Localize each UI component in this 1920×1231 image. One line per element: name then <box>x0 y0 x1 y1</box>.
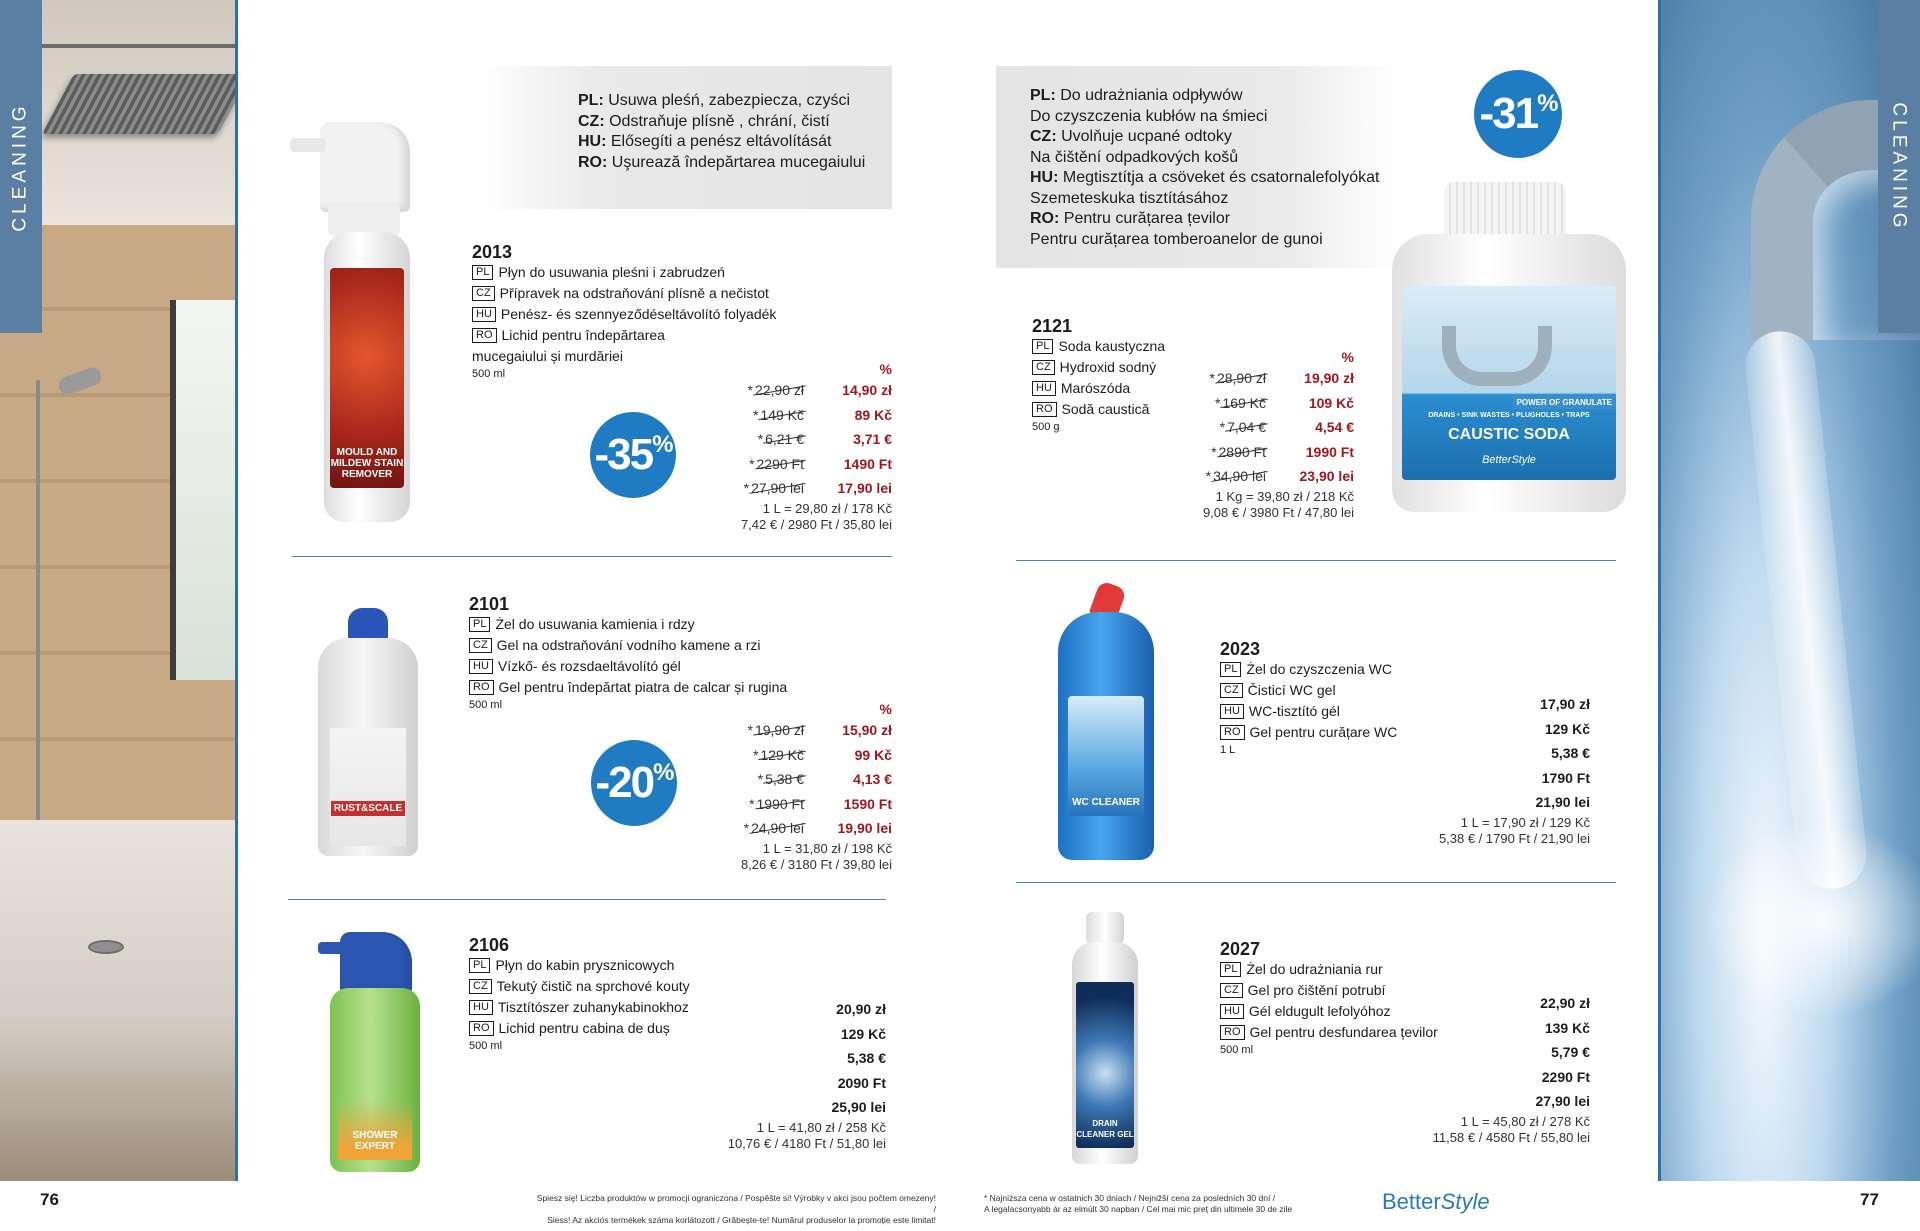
footnote-left: Spiesz się! Liczba produktów w promocji ograniczona / Pospěšte si! Výrobky v akci jsou počtem omezeny! / Siess! Az akciós termékek száma korlátozott / Grăbește-te! Numărul produselor la promoție este limitat! <box>536 1193 936 1225</box>
divider <box>1016 882 1616 883</box>
bottle-cap <box>1086 912 1124 944</box>
bottle-body <box>324 232 410 522</box>
product-size: 500 ml <box>1220 1044 1254 1056</box>
product-size: 500 ml <box>469 1040 503 1052</box>
unit-price-1: 1 L = 41,80 zł / 258 Kč <box>756 1119 886 1135</box>
unit-price-2: 8,26 € / 3180 Ft / 39,80 lei <box>740 856 892 872</box>
product-descriptions: PL Żel do usuwania kamienia i rdzy CZ Gel na odstraňování vodního kamene a rzi HU Vízkő- és rozsdaeltávolító gél RO Gel pentru îndepărtat piatra de calcar și rugina <box>469 614 889 698</box>
info-line: Pentru curățarea tomberoanelor de gunoi <box>1030 230 1323 248</box>
product-descriptions: PL Żel do czyszczenia WC CZ Čisticí WC gel HU WC-tisztító gél RO Gel pentru curățare WC <box>1220 659 1480 743</box>
product-descriptions: PL Żel do udrażniania rur CZ Gel pro čištění potrubí HU Gél eldugult lefolyóhoz RO Gel pentru desfundarea țevilor <box>1220 959 1480 1043</box>
info-line: Szemeteskuka tisztításához <box>1030 189 1229 207</box>
unit-price-1: 1 L = 17,90 zł / 129 Kč <box>1460 814 1590 830</box>
rain-showerhead <box>42 74 238 134</box>
shower-window <box>170 300 238 680</box>
info-line-pl: PL: Usuwa pleśń, zabezpiecza, czyści <box>578 92 851 109</box>
product-2023-prices: 17,90 zł 129 Kč 5,38 € 1790 Ft 21,90 lei 1 L = 17,90 zł / 129 Kč 5,38 € / 1790 Ft / 21,90 lei <box>1400 692 1590 847</box>
bottle-body <box>1058 612 1154 860</box>
shower-floor <box>0 820 238 1181</box>
product-label: SHOWER EXPERT <box>338 1100 412 1160</box>
info-line: RO: Pentru curățarea țevilor <box>1030 210 1231 227</box>
product-code: 2121 <box>1032 316 1073 336</box>
unit-price-2: 5,38 € / 1790 Ft / 21,90 lei <box>1438 830 1590 846</box>
spray-trigger <box>320 122 410 212</box>
page-number-left: 76 <box>40 1190 59 1209</box>
bottle-body <box>330 988 420 1172</box>
divider <box>292 556 892 557</box>
section-tab-right-label: CLEANING <box>1889 101 1911 232</box>
page-number-right: 77 <box>1860 1190 1879 1209</box>
product-size: 500 ml <box>472 368 506 380</box>
product-code: 2027 <box>1220 939 1261 959</box>
brand-logo: BetterStyle <box>1382 1189 1490 1214</box>
bottle-body <box>318 638 418 856</box>
info-line: Na čištění odpadkových košů <box>1030 148 1239 166</box>
info-line-hu: HU: Elősegíti a penész eltávolítását <box>578 133 832 150</box>
product-2013-info-box <box>478 66 892 209</box>
discount-badge-2013: -35 % <box>590 412 676 498</box>
water-splash <box>1701 820 1920 1020</box>
product-descriptions: PL Płyn do kabin prysznicowych CZ Tekutý čistič na sprchové kouty HU Tisztítószer zuhanykabinokhoz RO Lichid pentru cabina de duș <box>469 955 889 1039</box>
product-2121-prices: % * 28,90 zł 19,90 zł * 169 Kč 109 Kč * 7,04 € 4,54 € * 2890 Ft 1990 Ft * 34,90 lei 23,90 lei 1 Kg = 39,80 zł / 218 Kč 9,08 € / 3980 Ft / 47,80 lei <box>1162 348 1354 521</box>
product-2101-details <box>469 594 889 712</box>
product-label: WC CLEANER <box>1068 696 1144 816</box>
bottle-cap <box>348 608 388 642</box>
unit-price-2: 9,08 € / 3980 Ft / 47,80 lei <box>1202 504 1354 520</box>
spray-nozzle <box>318 942 348 954</box>
product-descriptions: PL Soda kaustyczna CZ Hydroxid sodný HU Marószóda RO Sodă caustică <box>1032 336 1292 420</box>
product-2101-prices: % * 19,90 zł 15,90 zł * 129 Kč 99 Kč * 5,38 € 4,13 € * 1990 Ft 1590 Ft * 24,90 lei 19,90 lei 1 L = 31,80 zł / 198 Kč 8,26 € / 3180 Ft / 39,80 lei <box>700 700 892 873</box>
product-label: RUST&SCALE <box>330 728 406 846</box>
section-tab-right <box>1878 0 1920 333</box>
product-2027-image <box>1072 912 1138 1164</box>
product-2106-image <box>318 932 428 1172</box>
section-tab-left <box>0 0 42 333</box>
product-label: DRAIN CLEANER GEL <box>1076 982 1134 1148</box>
product-code: 2013 <box>472 242 513 262</box>
product-2013-image <box>290 122 430 522</box>
info-line-cz: CZ: Odstraňuje plísně , chrání, čistí <box>578 112 830 130</box>
info-line-ro: RO: Uşurează îndepărtarea mucegaiului <box>578 153 866 171</box>
product-2013-prices: % * 22,90 zł 14,90 zł * 149 Kč 89 Kč * 6,21 € 3,71 € * 2290 Ft 1490 Ft * 27,90 lei 17,90 lei 1 L = 29,80 zł / 178 Kč 7,42 € / 2980 Ft / 35,80 lei <box>700 360 892 533</box>
divider <box>288 899 886 900</box>
product-2121-info-box <box>996 66 1396 268</box>
discount-badge-2101: -20 % <box>591 740 677 826</box>
divider <box>1016 560 1616 561</box>
spray-trigger <box>340 932 412 994</box>
product-label: POWER OF GRANULATE DRAINS • SINK WASTES • PLUGHOLES • TRAPS CAUSTIC SODA BetterStyle <box>1402 286 1616 480</box>
water-stream <box>1742 328 1870 892</box>
tub-body <box>1392 234 1626 512</box>
info-line: PL: Do udrażniania odpływów <box>1030 87 1243 104</box>
product-label: MOULD AND MILDEW STAIN REMOVER <box>330 268 404 488</box>
floor-drain <box>88 940 124 954</box>
product-code: 2023 <box>1220 639 1261 659</box>
unit-price-1: 1 Kg = 39,80 zł / 218 Kč <box>1215 488 1354 504</box>
unit-price-2: 7,42 € / 2980 Ft / 35,80 lei <box>740 516 892 532</box>
footnote-right: * Najniższa cena w ostatnich 30 dniach / Nejnižší cena za posledních 30 dní / A legalacsonyabb ár az elmúlt 30 napban / Cel mai mic preț din ultimele 30 de zile <box>984 1193 1293 1214</box>
unit-price-2: 11,58 € / 4580 Ft / 55,80 lei <box>1432 1129 1590 1145</box>
product-size: 500 ml <box>469 699 503 711</box>
product-2023-image <box>1058 584 1154 860</box>
unit-price-1: 1 L = 31,80 zł / 198 Kč <box>762 840 892 856</box>
product-2027-prices: 22,90 zł 139 Kč 5,79 € 2290 Ft 27,90 lei 1 L = 45,80 zł / 278 Kč 11,58 € / 4580 Ft / 55,80 lei <box>1400 991 1590 1146</box>
product-2106-prices: 20,90 zł 129 Kč 5,38 € 2090 Ft 25,90 lei 1 L = 41,80 zł / 258 Kč 10,76 € / 4180 Ft / 51,80 lei <box>696 997 886 1152</box>
info-line: HU: Megtisztítja a csöveket és csatornalefolyókat <box>1030 169 1380 186</box>
product-descriptions: PL Płyn do usuwania pleśni i zabrudzeń CZ Přípravek na odstraňování plísně a nečistot HU Penész- és szennyeződéseltávolító folyadék RO Lichid pentru îndepărtarea mucegaiului și murdăriei <box>472 264 777 364</box>
product-code: 2106 <box>469 935 510 955</box>
unit-price-2: 10,76 € / 4180 Ft / 51,80 lei <box>727 1135 886 1151</box>
info-line: CZ: Uvolňuje ucpané odtoky <box>1030 128 1232 145</box>
section-tab-left-label: CLEANING <box>10 101 32 232</box>
bottle-body <box>1072 942 1138 1164</box>
product-2121-image <box>1392 182 1626 512</box>
discount-badge-2121: -31 % <box>1474 70 1562 158</box>
product-size: 500 g <box>1032 421 1060 433</box>
unit-price-1: 1 L = 29,80 zł / 178 Kč <box>762 500 892 516</box>
product-code: 2101 <box>469 594 510 614</box>
unit-price-1: 1 L = 45,80 zł / 278 Kč <box>1460 1113 1590 1129</box>
info-line: Do czyszczenia kubłów na śmieci <box>1030 107 1268 125</box>
product-2101-image <box>318 608 418 856</box>
tub-lid <box>1444 182 1566 240</box>
product-size: 1 L <box>1220 744 1236 756</box>
spray-nozzle <box>290 138 326 152</box>
